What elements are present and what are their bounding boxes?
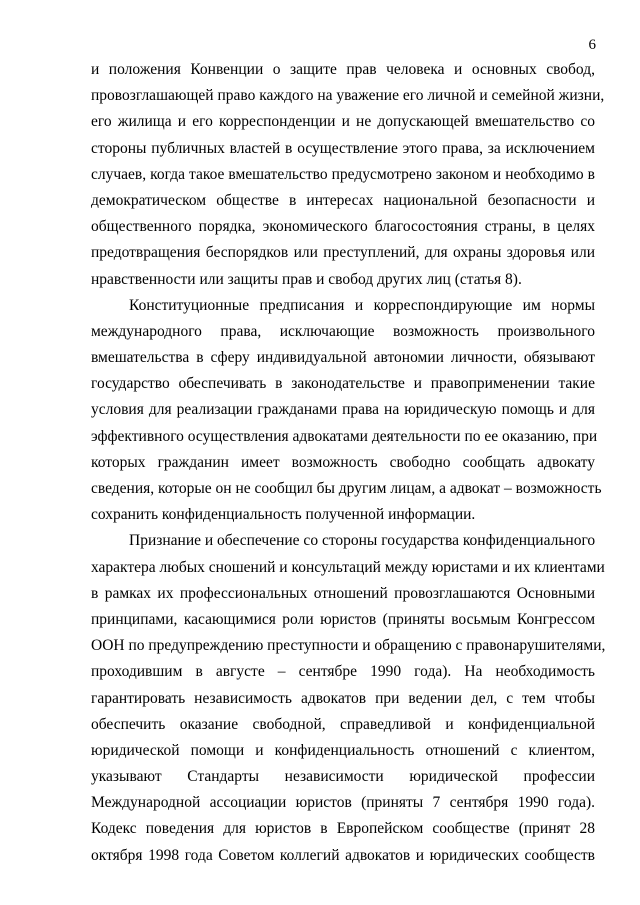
text-line: Конституционные предписания и корреспондирующие им нормы <box>129 296 595 314</box>
text-line: обеспечить оказание свободной, справедливой и конфиденциальной <box>91 715 595 733</box>
page-number: 6 <box>588 37 596 53</box>
text-line: случаев, когда такое вмешательство предусмотрено законом и необходимо в <box>91 165 595 183</box>
text-line: вмешательства в сферу индивидуальной автономии личности, обязывают <box>91 349 595 367</box>
text-line: гарантировать независимость адвокатов при ведении дел, с тем чтобы <box>91 689 595 707</box>
text-line: международного права, исключающие возможность произвольного <box>91 322 595 340</box>
text-line: предотвращения беспорядков или преступлений, для охраны здоровья или <box>91 244 595 262</box>
text-line: проходившим в августе – сентябре 1990 года). На необходимость <box>91 663 595 681</box>
text-line: его жилища и его корреспонденции и не допускающей вмешательство со <box>91 113 595 131</box>
text-line: и положения Конвенции о защите прав человека и основных свобод, <box>91 61 595 78</box>
text-line: сохранить конфиденциальность полученной информации. <box>91 506 476 524</box>
text-line: в рамках их профессиональных отношений провозглашаются Основными <box>91 584 595 602</box>
text-line: демократическом обществе в интересах национальной безопасности и <box>91 191 595 209</box>
text-line: стороны публичных властей в осуществление этого права, за исключением <box>91 139 595 157</box>
text-line: эффективного осуществления адвокатами деятельности по ее оказанию, при <box>91 427 598 445</box>
text-line: октября 1998 года Советом коллегий адвокатов и юридических сообществ <box>91 846 595 864</box>
text-line: провозглашающей право каждого на уважение его личной и семейной жизни, <box>91 87 605 105</box>
paragraph-constitutional-provisions <box>91 293 602 529</box>
text-line: нравственности или защиты прав и свобод других лиц (статья 8). <box>91 270 522 288</box>
text-line: сведения, которые он не сообщил бы другим лицам, а адвокат – возможность <box>91 480 602 497</box>
text-line: общественного порядка, экономического благосостояния страны, в целях <box>91 218 595 236</box>
paragraph-recognition <box>91 528 606 868</box>
text-line: Международной ассоциации юристов (приняты 7 сентября 1990 года). <box>91 794 595 812</box>
paragraph-convention <box>91 57 605 293</box>
text-line: указывают Стандарты независимости юридической профессии <box>91 768 595 786</box>
text-line: Признание и обеспечение со стороны государства конфиденциального <box>129 532 596 550</box>
text-line: Кодекс поведения для юристов в Европейском сообществе (принят 28 <box>91 820 595 838</box>
text-line: юридической помощи и конфиденциальность отношений с клиентом, <box>91 741 595 759</box>
text-line: которых гражданин имеет возможность свободно сообщать адвокату <box>91 453 595 471</box>
text-line: принципами, касающимися роли юристов (приняты восьмым Конгрессом <box>91 610 595 628</box>
text-line: условия для реализации гражданами права на юридическую помощь и для <box>91 401 595 419</box>
document-body <box>91 57 606 869</box>
text-line: ООН по предупреждению преступности и обращению с правонарушителями, <box>91 637 606 655</box>
text-line: характера любых сношений и консультаций между юристами и их клиентами <box>91 558 605 576</box>
text-line: государство обеспечивать в законодательстве и правоприменении такие <box>91 375 595 393</box>
